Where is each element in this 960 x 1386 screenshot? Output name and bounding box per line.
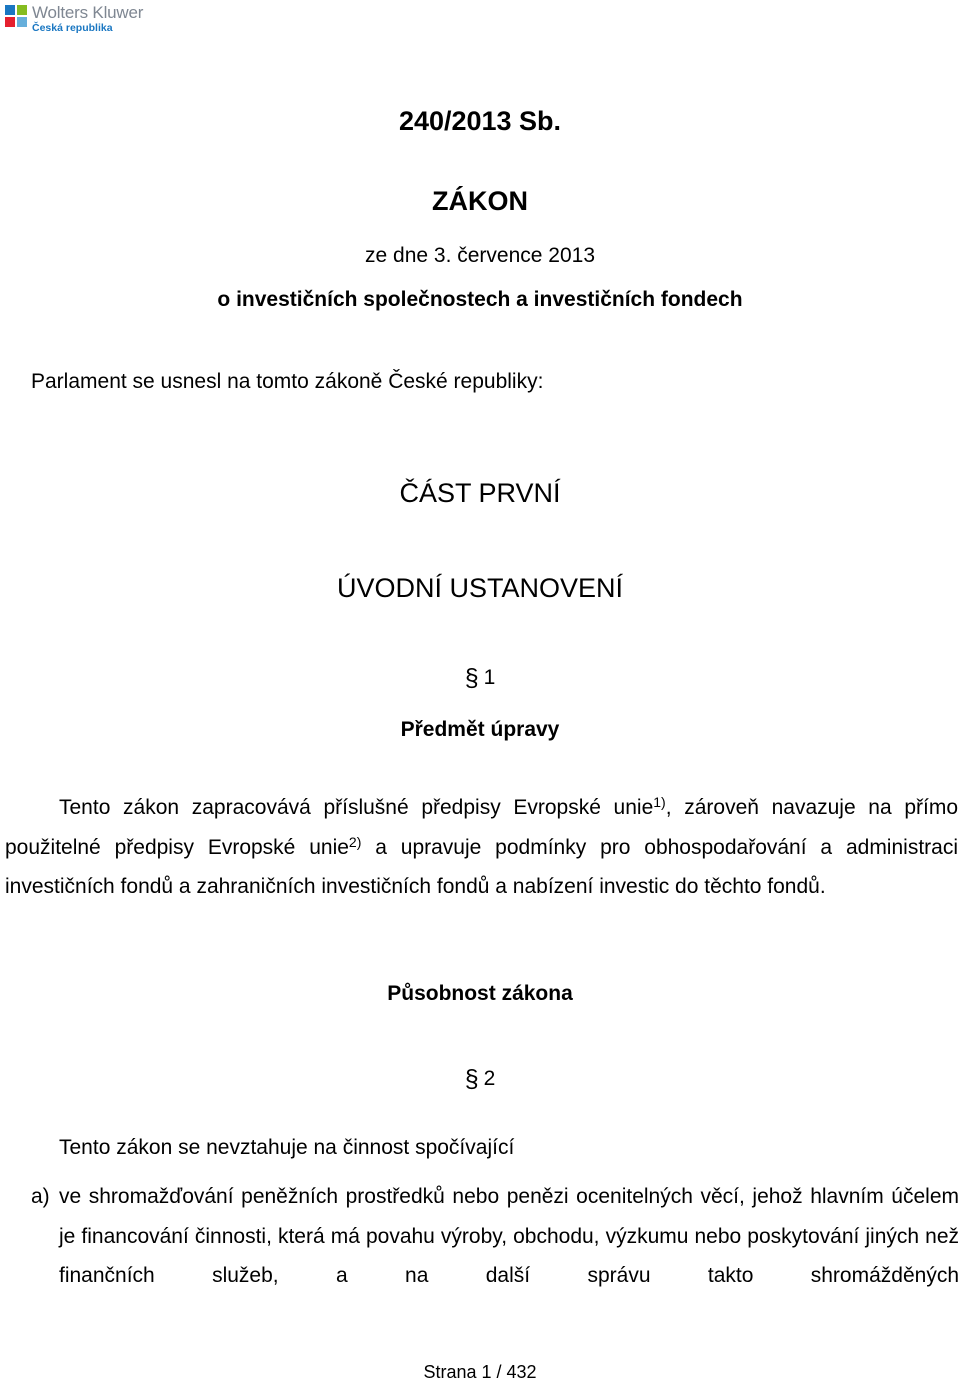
section-symbol: § (464, 1065, 479, 1093)
act-number: 240/2013 Sb. (398, 106, 562, 136)
paragraph-text: , zároveň navazuje na přímo použitelné předpisy Evropské unie (5, 796, 959, 859)
part-title: ÚVODNÍ USTANOVENÍ (336, 573, 624, 603)
footnote-ref-1[interactable]: 1) (653, 794, 666, 810)
list-item-letter: a) (31, 1185, 50, 1208)
logo-subtitle: Česká republika (32, 22, 113, 34)
act-subject: o investičních společnostech a investičních fondech (217, 288, 743, 311)
wolters-kluwer-logo-icon (4, 4, 28, 28)
preamble: Parlament se usnesl na tomto zákoně České republiky: (31, 370, 544, 393)
section-1-paragraph (5, 788, 958, 907)
section-1-number (0, 664, 960, 693)
section-2-heading: Působnost zákona (387, 982, 573, 1005)
list-item (31, 1177, 959, 1296)
list-item-text: ve shromažďování peněžních prostředků nebo penězi ocenitelných věcí, jehož hlavním účelem je financování činnosti, která má povahu výroby, obchodu, výzkumu nebo poskytování jiných než finančních služeb, a na další správu takto shromážděných (59, 1185, 959, 1287)
section-2-intro: Tento zákon se nevztahuje na činnost spočívající (59, 1136, 515, 1159)
paragraph-text: a upravuje podmínky pro obhospodařování a administraci investičních fondů a zahraničních investičních fondů a nabízení investic do těchto fondů. (5, 835, 958, 898)
section-number: 2 (483, 1067, 496, 1090)
section-2-number (0, 1065, 960, 1094)
logo-brand: Wolters Kluwer (32, 3, 144, 22)
act-date: ze dne 3. července 2013 (365, 244, 595, 267)
section-number: 1 (483, 666, 496, 689)
part-number: ČÁST PRVNÍ (399, 478, 561, 508)
paragraph-text: Tento zákon zapracovává příslušné předpisy Evropské unie (59, 796, 654, 819)
publisher-logo (4, 4, 143, 34)
section-symbol: § (464, 664, 479, 692)
page-number: Strana 1 / 432 (423, 1362, 537, 1382)
footnote-ref-2[interactable]: 2) (348, 833, 362, 850)
section-1-heading: Předmět úpravy (400, 718, 560, 741)
act-type: ZÁKON (432, 186, 528, 216)
